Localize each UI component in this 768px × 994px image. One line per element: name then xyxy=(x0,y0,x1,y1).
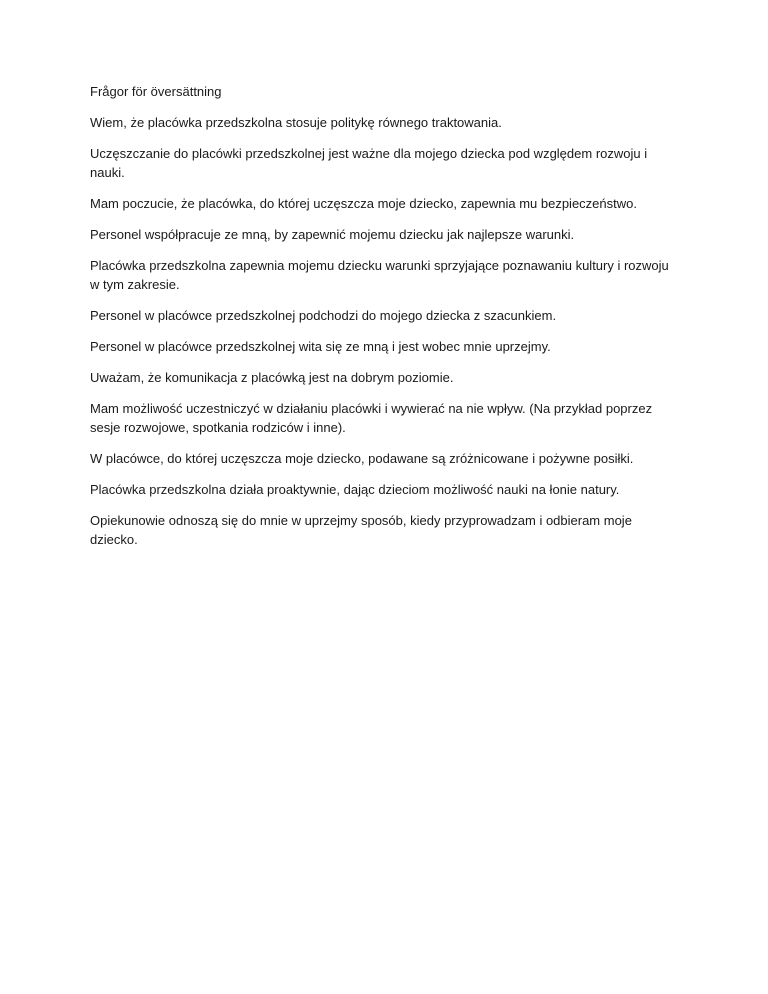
document-content xyxy=(90,82,680,561)
question-5: Placówka przedszkolna zapewnia mojemu dziecku warunki sprzyjające poznawaniu kultury i rozwoju w tym zakresie. xyxy=(90,258,669,292)
document-title: Frågor för översättning xyxy=(90,84,222,99)
question-8: Uważam, że komunikacja z placówką jest na dobrym poziomie. xyxy=(90,370,454,385)
question-6: Personel w placówce przedszkolnej podchodzi do mojego dziecka z szacunkiem. xyxy=(90,308,557,323)
question-3: Mam poczucie, że placówka, do której uczęszcza moje dziecko, zapewnia mu bezpieczeństwo. xyxy=(90,196,637,211)
question-4: Personel współpracuje ze mną, by zapewnić mojemu dziecku jak najlepsze warunki. xyxy=(90,227,575,242)
question-2: Uczęszczanie do placówki przedszkolnej jest ważne dla mojego dziecka pod względem rozwoju i nauki. xyxy=(90,146,648,180)
question-1: Wiem, że placówka przedszkolna stosuje politykę równego traktowania. xyxy=(90,115,502,130)
question-9: Mam możliwość uczestniczyć w działaniu placówki i wywierać na nie wpływ. (Na przykład poprzez sesje rozwojowe, spotkania rodziców i inne). xyxy=(90,401,653,435)
question-10: W placówce, do której uczęszcza moje dziecko, podawane są zróżnicowane i pożywne posiłki. xyxy=(90,451,634,466)
question-7: Personel w placówce przedszkolnej wita się ze mną i jest wobec mnie uprzejmy. xyxy=(90,339,551,354)
question-11: Placówka przedszkolna działa proaktywnie, dając dzieciom możliwość nauki na łonie natury. xyxy=(90,482,620,497)
question-12: Opiekunowie odnoszą się do mnie w uprzejmy sposób, kiedy przyprowadzam i odbieram moje dziecko. xyxy=(90,513,632,547)
